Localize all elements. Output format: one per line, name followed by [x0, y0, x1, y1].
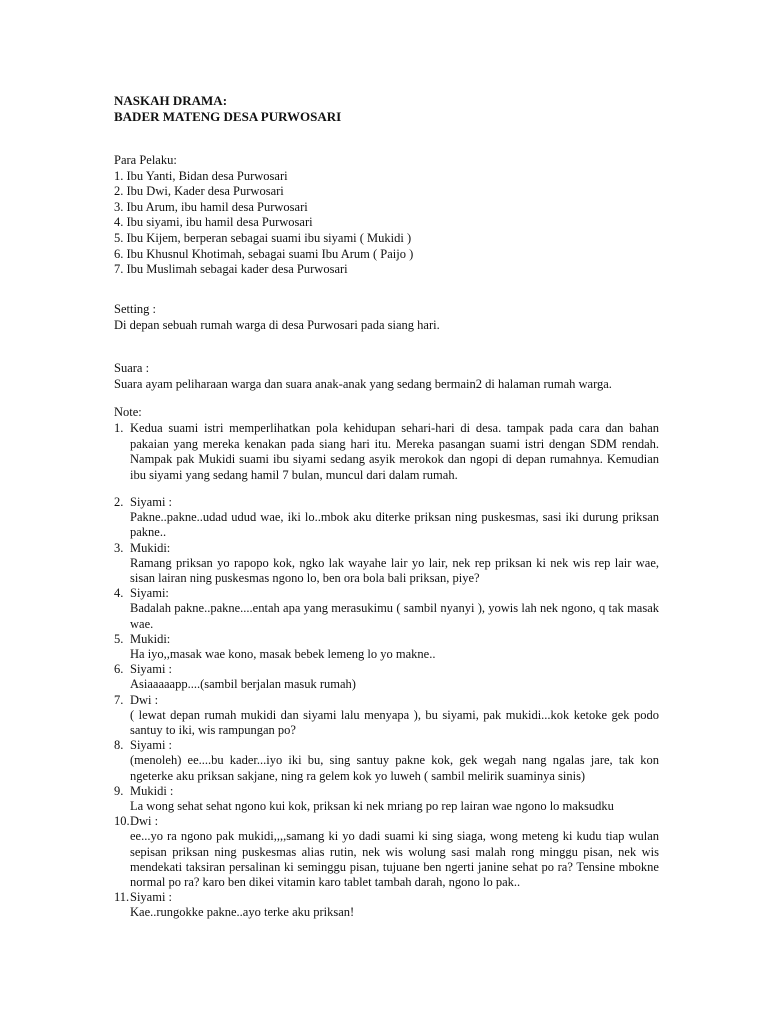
dialog-list: [114, 495, 659, 921]
sound-heading: Suara :: [114, 361, 150, 375]
note-number: 1.: [114, 420, 124, 435]
dialog-line: Badalah pakne..pakne....entah apa yang merasukimu ( sambil nyanyi ), yowis lah nek ngono, q tak masak wae.: [130, 601, 659, 631]
dialog-speaker: Mukidi:: [130, 631, 171, 646]
dialog-line: ( lewat depan rumah mukidi dan siyami lalu menyapa ), bu siyami, pak mukidi...kok ketoke gek podo santuy to iki, wis rampungan po?: [130, 707, 659, 738]
note-heading: Note:: [114, 405, 142, 419]
cast-item: 3. Ibu Arum, ibu hamil desa Purwosari: [114, 199, 308, 214]
dialog-number: 11.: [114, 890, 130, 905]
cast-section: [114, 153, 659, 278]
dialog-number: 3.: [114, 540, 124, 555]
dialog-line: Kae..rungokke pakne..ayo terke aku priksan!: [130, 905, 355, 920]
sound-section: [114, 361, 659, 392]
dialog-speaker: Dwi :: [130, 814, 159, 829]
cast-item: 1. Ibu Yanti, Bidan desa Purwosari: [114, 168, 288, 183]
note-text: Kedua suami istri memperlihatkan pola kehidupan sehari-hari di desa. tampak pada cara dan bahan pakaian yang mereka kenakan pada siang hari itu. Mereka pasangan suami istri dengan SDM rendah. Nampak pak Mukidi suami ibu siyami sedang asyik merokok dan ngopi di depan rumahnya. Kemudian ibu siyami yang sedang hamil 7 bulan, muncul dari dalam rumah.: [130, 420, 659, 483]
dialog-item: [114, 586, 659, 632]
setting-text: Di depan sebuah rumah warga di desa Purwosari pada siang hari.: [114, 317, 440, 332]
dialog-item: [114, 632, 659, 662]
setting-section: [114, 302, 659, 333]
dialog-number: 8.: [114, 738, 124, 753]
title-line-1: NASKAH DRAMA:: [114, 93, 228, 108]
dialog-speaker: Dwi :: [130, 692, 159, 707]
dialog-line: Ramang priksan yo rapopo kok, ngko lak wayahe lair yo lair, nek rep priksan ki nek wis rep lair wae, sisan lairan ning puskesmas ngono lo, ben ora bola bali priksan, piye?: [130, 555, 659, 586]
cast-item: 7. Ibu Muslimah sebagai kader desa Purwosari: [114, 262, 348, 277]
dialog-number: 6.: [114, 662, 124, 677]
dialog-speaker: Siyami :: [130, 890, 173, 905]
setting-heading: Setting :: [114, 302, 157, 316]
dialog-speaker: Siyami :: [130, 662, 173, 677]
note-section: [114, 405, 659, 484]
dialog-line: Asiaaaaapp....(sambil berjalan masuk rumah): [130, 677, 356, 692]
dialog-speaker: Mukidi:: [130, 540, 171, 555]
dialog-speaker: Siyami :: [130, 738, 173, 753]
dialog-item: [114, 738, 659, 784]
dialog-item: [114, 495, 659, 541]
dialog-line: ee...yo ra ngono pak mukidi,,,,samang ki yo dadi suami ki sing siaga, wong meteng ki kudu tiap wulan sepisan priksan ning puskesmas alias rutin, nek wis wolung sasi malah rong minggu pisan, nek wis mendekati taksiran persalinan ki seminggu pisan, tujuane ben ngerti janine sehat po ra? Tensine mbokne normal po ra? karo ben dikei vitamin karo tablet tambah darah, ngono lo pak..: [130, 829, 659, 890]
dialog-number: 9.: [114, 783, 124, 798]
dialog-line: Ha iyo,,masak wae kono, masak bebek lemeng lo yo makne..: [130, 647, 436, 662]
dialog-item: [114, 814, 659, 890]
dialog-number: 7.: [114, 692, 124, 707]
dialog-line: La wong sehat sehat ngono kui kok, priksan ki nek mriang po rep lairan wae ngono lo maksudku: [130, 799, 614, 814]
sound-text: Suara ayam peliharaan warga dan suara anak-anak yang sedang bermain2 di halaman rumah warga.: [114, 376, 612, 391]
dialog-number: 10.: [114, 814, 130, 829]
dialog-speaker: Mukidi :: [130, 783, 174, 798]
dialog-number: 2.: [114, 495, 124, 509]
dialog-item: [114, 784, 659, 814]
dialog-speaker: Siyami:: [130, 586, 169, 601]
dialog-item: [114, 693, 659, 739]
note-item: [114, 421, 659, 484]
dialog-item: [114, 890, 659, 920]
title-line-2: BADER MATENG DESA PURWOSARI: [114, 109, 342, 124]
dialog-number: 4.: [114, 586, 124, 601]
cast-item: 2. Ibu Dwi, Kader desa Purwosari: [114, 184, 284, 199]
cast-heading: Para Pelaku:: [114, 153, 177, 167]
document-title: [114, 93, 341, 125]
cast-item: 5. Ibu Kijem, berperan sebagai suami ibu siyami ( Mukidi ): [114, 230, 412, 245]
dialog-speaker: Siyami :: [130, 495, 173, 509]
dialog-line: (menoleh) ee....bu kader...iyo iki bu, sing santuy pakne kok, gek wegah nang ngalas jare, tak kon ngeterke aku priksan sakjane, ning ra gelem kok yo luweh ( sambil melirik suaminya sinis): [130, 753, 659, 783]
cast-item: 4. Ibu siyami, ibu hamil desa Purwosari: [114, 215, 313, 230]
cast-item: 6. Ibu Khusnul Khotimah, sebagai suami Ibu Arum ( Paijo ): [114, 246, 414, 261]
dialog-number: 5.: [114, 631, 124, 646]
dialog-item: [114, 541, 659, 587]
dialog-line: Pakne..pakne..udad udud wae, iki lo..mbok aku diterke priksan ning puskesmas, sasi iki durung priksan pakne..: [130, 510, 659, 540]
dialog-item: [114, 662, 659, 692]
